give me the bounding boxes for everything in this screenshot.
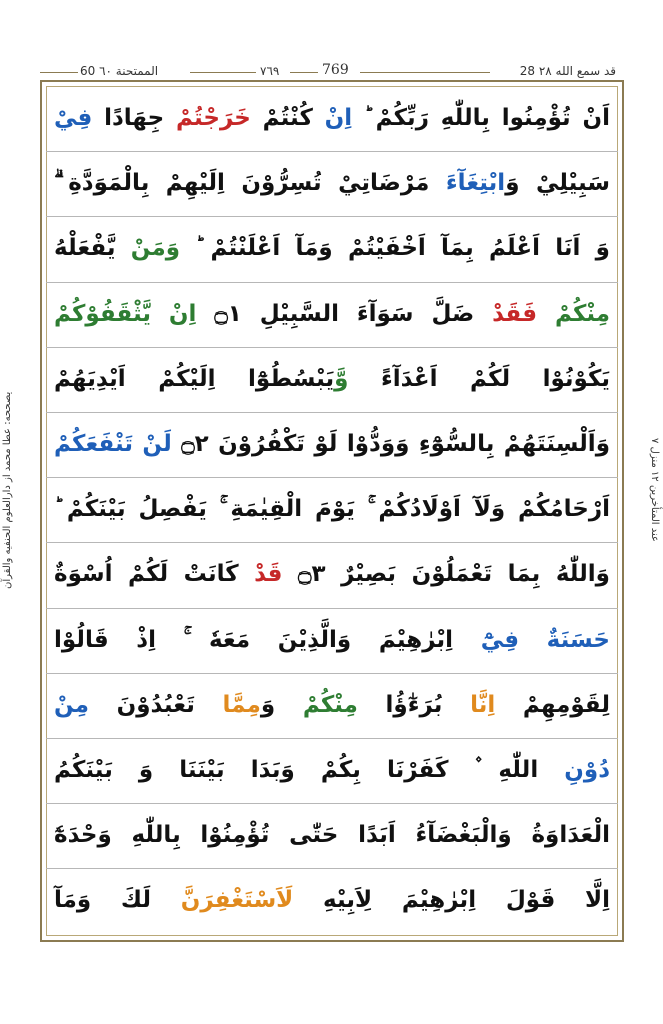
header-rule-mid [290, 72, 318, 73]
text-segment: لَكَ وَمَآ [54, 887, 151, 914]
text-segment: وَ اَنَا اَعْلَمُ بِمَآ اَخْفَيْتُمْ وَمَآ اَعْلَنْتُمْ ؕ [180, 235, 610, 262]
header-surah-name: 60 الممتحنة ٦٠ [80, 64, 159, 78]
text-line-12 [46, 805, 618, 865]
text-segment: تُؤْمِنُوا بِاللّٰهِ رَبِّكُمْ ؕ [352, 105, 571, 131]
line-separator [46, 803, 618, 804]
header-page-number-arabic: ٧٦٩ [260, 64, 280, 78]
quran-text-block [46, 86, 618, 936]
text-segment: اَرْحَامُكُمْ وَلَآ اَوْلَادُكُمْ ۚ يَوْمَ الْقِيٰمَةِ ۚ يَفْصِلُ بَيْنَكُمْ ؕ [54, 496, 610, 523]
text-line-1 [46, 88, 618, 148]
page-header [40, 62, 624, 82]
text-segment: قَدْ [254, 561, 283, 588]
text-line-11 [46, 740, 618, 800]
text-segment: مِمَّا [222, 691, 261, 718]
text-segment: فِيْ [54, 105, 93, 131]
text-segment: اَنْ [570, 105, 610, 131]
text-segment: مِنْكُمْ [554, 300, 610, 327]
text-segment: مِنْكُمْ [302, 691, 358, 718]
text-segment: وَاَلْسِنَتَهُمْ بِالسُّوْٓءِ وَوَدُّوْا لَوْ تَكْفُرُوْنَ ۝٢ [171, 431, 610, 457]
text-segment [151, 887, 610, 913]
text-segment: اِبْرٰهِيْمَ وَالَّذِيْنَ مَعَهٗ ۚ اِذْ قَالُوْا [54, 626, 481, 653]
text-line-9 [46, 610, 618, 670]
text-segment: خَرَجْتُمْ [175, 105, 251, 131]
side-note-left: يصححه: عطا محمد از دارالعلوم الحنفيه والقرآن [2, 391, 13, 589]
text-line-8 [46, 544, 618, 604]
text-segment: كَانَتْ لَكُمْ اُسْوَةٌ [54, 561, 255, 588]
text-segment: الْعَدَاوَةُ وَالْبَغْضَآءُ اَبَدًا حَتّٰى تُؤْمِنُوْا بِاللّٰهِ وَحْدَهٗٓ [54, 822, 610, 849]
header-juz-name: 28 قد سمع الله ٢٨ [519, 64, 616, 78]
text-segment: اللّٰهِ ۫ كَفَرْنَا بِكُمْ وَبَدَا بَيْنَنَا وَ بَيْنَكُمُ [54, 757, 565, 783]
text-segment: سَبِيْلِيْ وَ [505, 170, 610, 197]
line-separator [46, 542, 618, 543]
text-segment: حَسَنَةٌ [546, 626, 610, 653]
text-line-10 [46, 675, 618, 735]
text-line-6 [46, 414, 618, 474]
text-line-2 [46, 153, 618, 213]
text-segment: لِقَوْمِهِمْ [495, 691, 610, 718]
text-segment: تَعْبُدُوْنَ [88, 691, 223, 718]
text-segment: اِنَّا [470, 691, 496, 718]
text-line-7 [46, 479, 618, 539]
line-separator [46, 412, 618, 413]
header-rule-left [40, 72, 78, 73]
text-segment: اِلَّا قَوْلَ اِبْرٰهِيْمَ لِاَبِيْهِ [293, 887, 610, 914]
text-segment: وَاللّٰهُ بِمَا تَعْمَلُوْنَ بَصِيْرٌ ۝٣ [282, 561, 610, 588]
text-line-4 [46, 284, 618, 344]
line-separator [46, 347, 618, 348]
text-line-3 [46, 218, 618, 278]
text-segment-highlight: لَاَسْتَغْفِرَنَّ [150, 887, 294, 914]
header-page-number: 769 [322, 62, 349, 78]
line-separator [46, 477, 618, 478]
text-segment: اِنْ يَّثْقَفُوْكُمْ [54, 300, 197, 327]
text-segment: بُرَءٰٓؤُا [357, 691, 471, 718]
line-separator [46, 738, 618, 739]
side-note-right: عند المتأخرين ١٢ منزل ٧ [649, 438, 660, 542]
text-segment: وَمَنْ [130, 235, 180, 262]
text-segment: ضَلَّ سَوَآءَ السَّبِيْلِ ۝١ [196, 300, 493, 327]
text-segment: كُنْتُمْ [250, 105, 313, 131]
text-segment: مِنْ [54, 691, 89, 718]
line-separator [46, 608, 618, 609]
text-segment: دُوْنِ [564, 757, 610, 783]
text-segment: فِيْٓ [480, 626, 547, 653]
text-segment: اِنْ [312, 105, 353, 131]
text-segment: يَكُوْنُوْا لَكُمْ اَعْدَآءً [348, 365, 610, 392]
line-separator [46, 868, 618, 869]
text-segment: لَنْ تَنْفَعَكُمْ [54, 431, 172, 457]
line-separator [46, 282, 618, 283]
text-segment: يَبْسُطُوْٓا اِلَيْكُمْ اَيْدِيَهُمْ [54, 365, 335, 392]
line-separator [46, 216, 618, 217]
text-line-5 [46, 349, 618, 409]
line-separator [46, 151, 618, 152]
text-line-13 [46, 870, 618, 930]
text-segment: مَرْضَاتِيْ تُسِرُّوْنَ اِلَيْهِمْ بِالْمَوَدَّةِ ۗ [54, 170, 446, 197]
header-rule-mid-right [360, 72, 490, 73]
header-rule-mid-left [190, 72, 256, 73]
text-segment: وَ [260, 691, 303, 718]
text-segment: جِهَادًا [92, 105, 176, 131]
text-segment: وَّ [334, 365, 349, 392]
text-segment: ابْتِغَآءَ [445, 170, 506, 197]
line-separator [46, 673, 618, 674]
text-segment: فَقَدْ [492, 300, 555, 327]
text-segment: يَّفْعَلْهُ [54, 235, 131, 262]
